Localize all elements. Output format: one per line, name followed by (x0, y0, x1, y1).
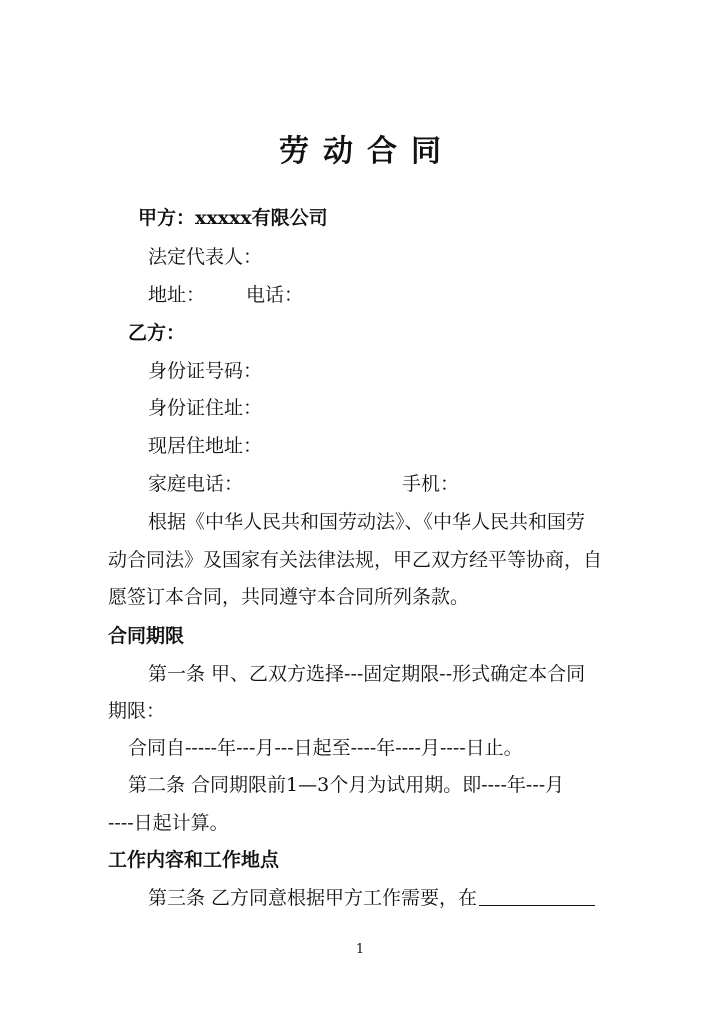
home-phone-line: 家庭电话： (148, 473, 244, 495)
article-3-line-1 (148, 886, 595, 910)
intro-paragraph-line-3: 愿签订本合同，共同遵守本合同所列条款。 (108, 586, 470, 608)
article-3-text: 第三条 乙方同意根据甲方工作需要，在 (148, 887, 478, 909)
mobile-line: 手机： (402, 473, 460, 495)
section-heading-contract-term: 合同期限 (108, 625, 185, 647)
party-b-line: 乙方： (128, 322, 186, 344)
party-a-line: 甲方：xxxxx有限公司 (138, 207, 328, 229)
phone-line: 电话： (246, 284, 304, 306)
id-number-line: 身份证号码： (148, 360, 263, 382)
intro-paragraph-line-1: 根据《中华人民共和国劳动法》、《中华人民共和国劳 (148, 511, 586, 533)
article-1-line-2: 期限： (108, 700, 166, 722)
section-heading-work-content: 工作内容和工作地点 (108, 849, 280, 871)
contract-term-dates-line: 合同自-----年---月---日起至----年----月----日止。 (128, 737, 523, 759)
address-line: 地址： (148, 284, 206, 306)
page-number: 1 (355, 942, 365, 957)
fill-in-blank-underline (479, 887, 595, 906)
article-2-line-1: 第二条 合同期限前1—3个月为试用期。即----年---月 (128, 774, 565, 796)
article-1-line-1: 第一条 甲、乙双方选择---固定期限--形式确定本合同 (148, 663, 586, 685)
intro-paragraph-line-2: 动合同法》及国家有关法律法规，甲乙双方经平等协商，自 (108, 549, 603, 571)
article-2-line-2: ----日起计算。 (108, 812, 229, 834)
document-title: 劳动合同 (279, 134, 455, 169)
legal-representative-line: 法定代表人： (148, 246, 263, 268)
current-address-line: 现居住地址： (148, 435, 263, 457)
id-address-line: 身份证住址： (148, 397, 263, 419)
